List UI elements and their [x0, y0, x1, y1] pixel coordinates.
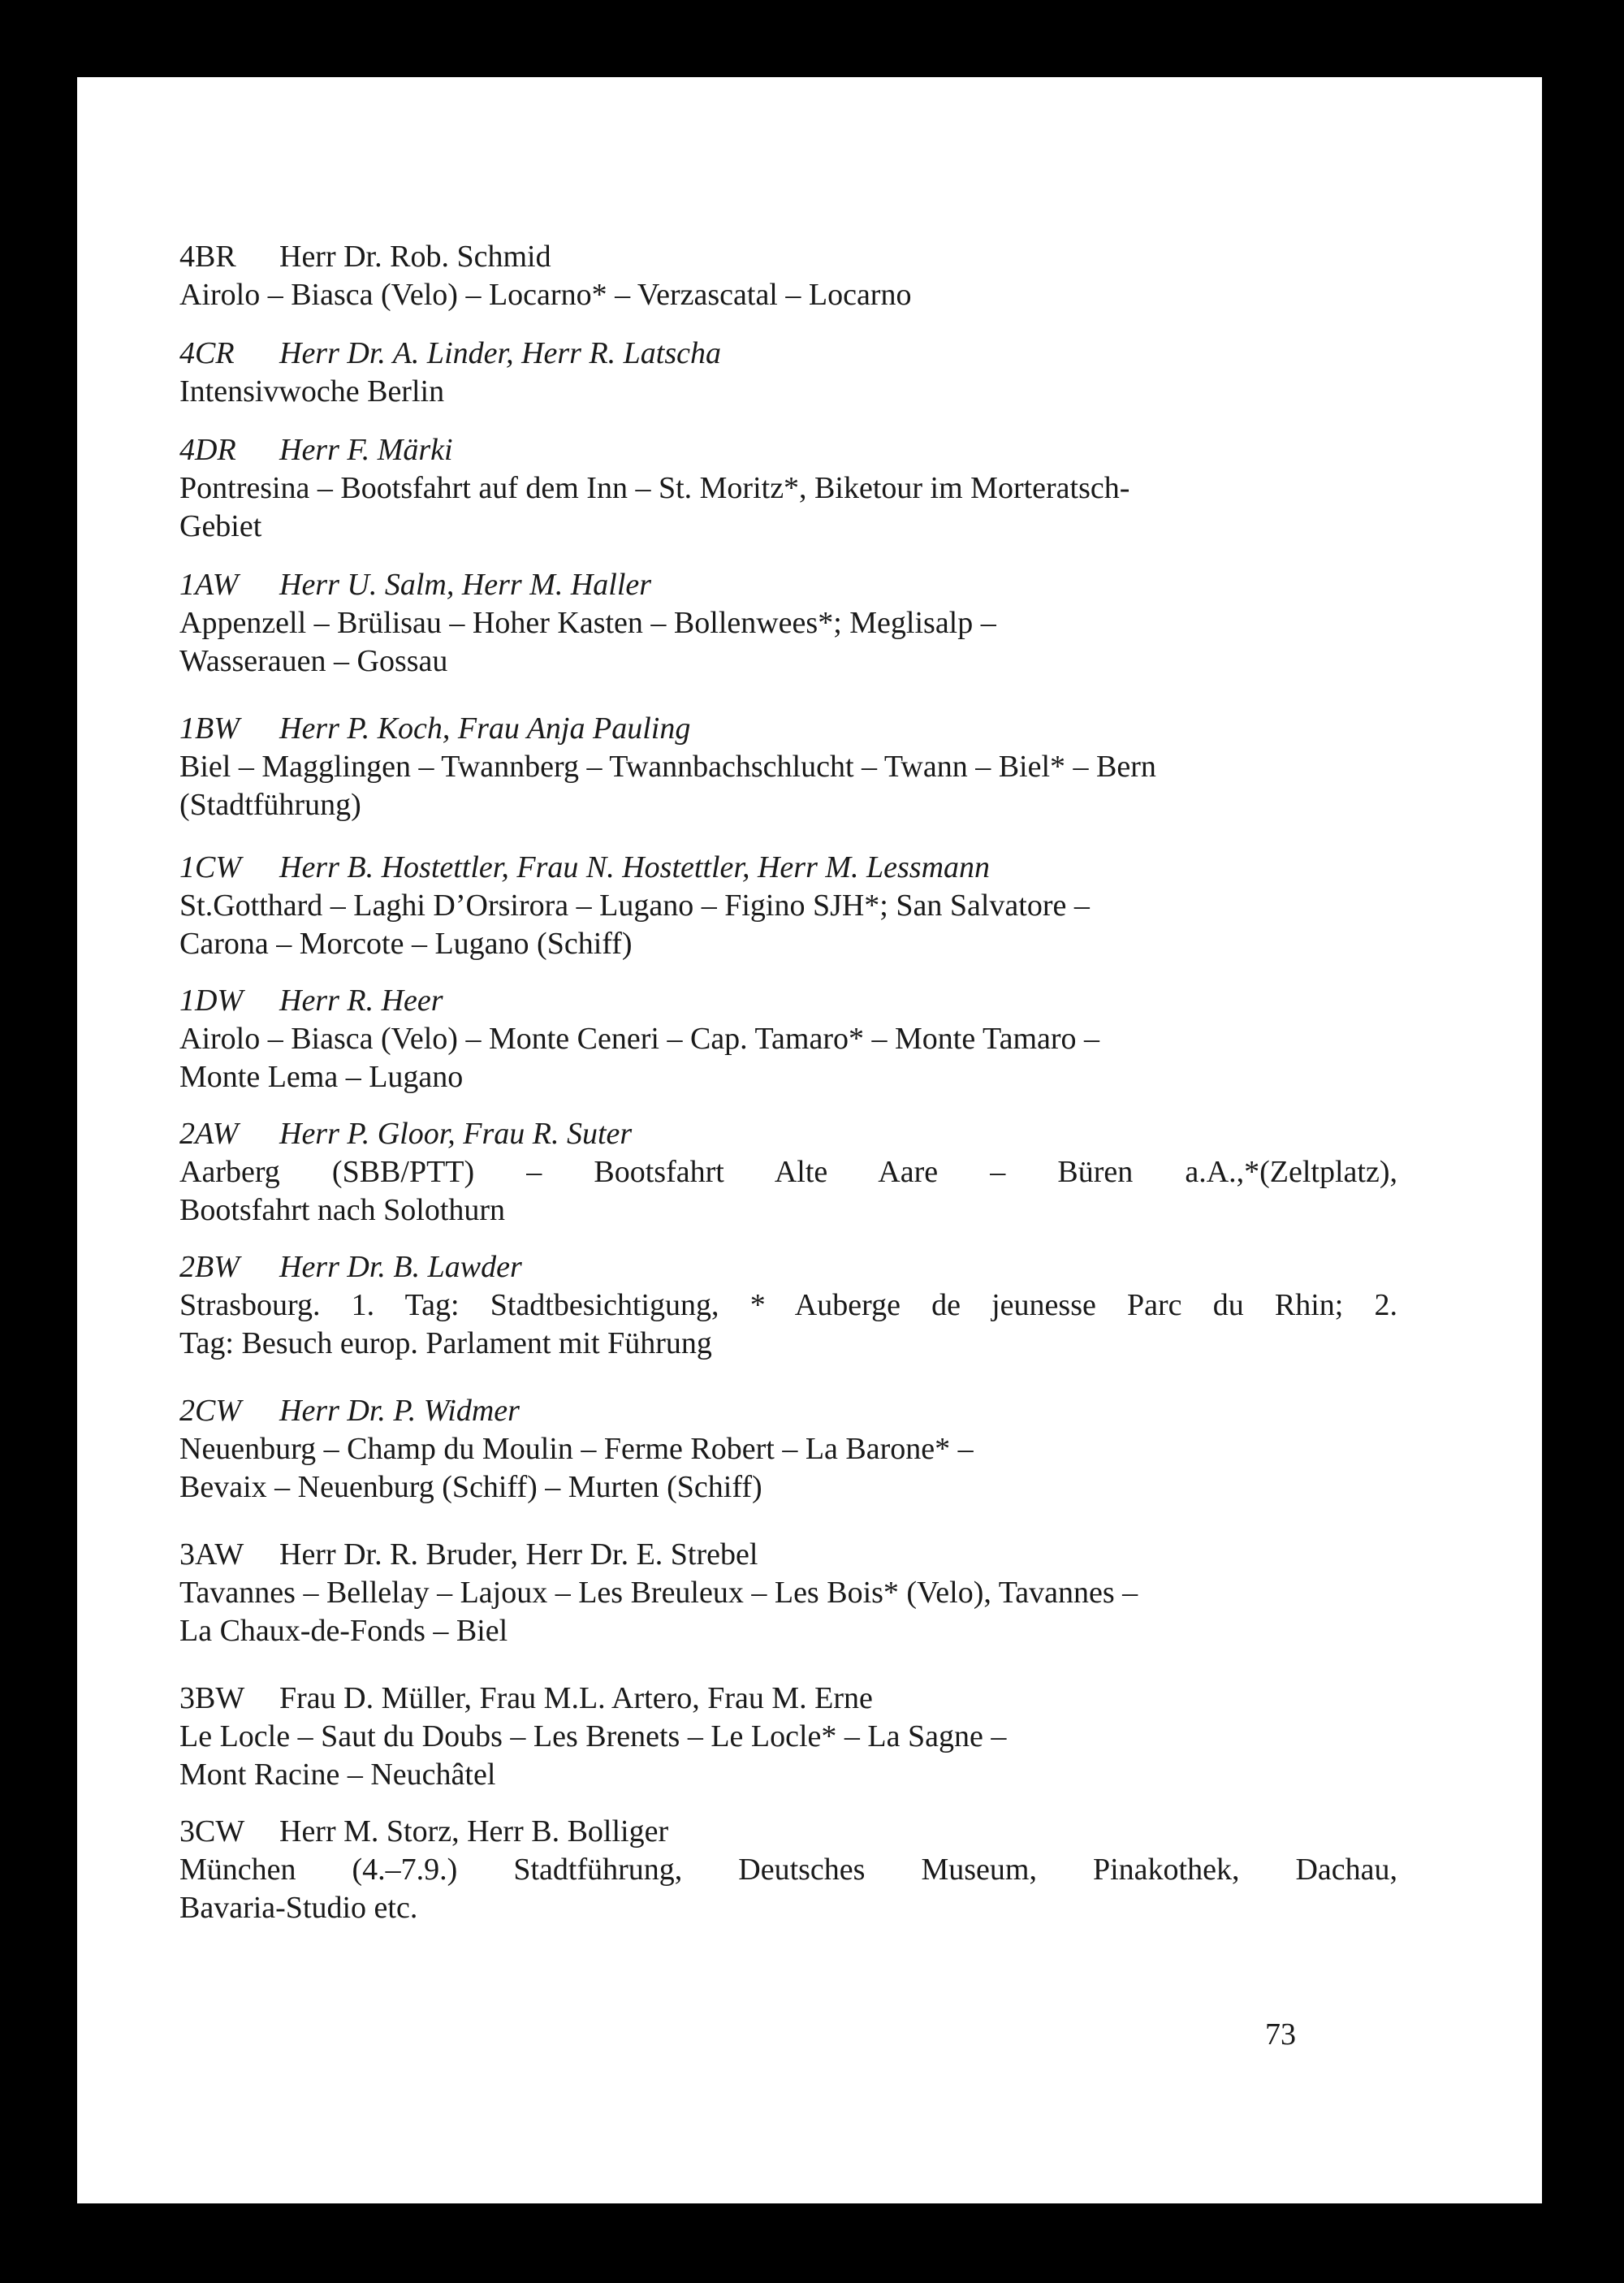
- route-line: Pontresina – Bootsfahrt auf dem Inn – St. Moritz*, Biketour im Morteratsch-: [179, 471, 1130, 505]
- route-line: Airolo – Biasca (Velo) – Locarno* – Verzascatal – Locarno: [179, 278, 912, 312]
- excursion-entry-3cw: [179, 1813, 1397, 1927]
- class-code: 2AW: [179, 1117, 239, 1151]
- route-line: St.Gotthard – Laghi D’Orsirora – Lugano – Figino SJH*; San Salvatore –: [179, 889, 1090, 923]
- entry-heading: [179, 982, 1397, 1020]
- excursion-entry-4dr: [179, 431, 1397, 546]
- excursion-entry-4br: [179, 238, 1397, 314]
- entry-heading: [179, 1813, 1397, 1851]
- route-line: Bevaix – Neuenburg (Schiff) – Murten (Schiff): [179, 1470, 762, 1504]
- route-line: Aarberg (SBB/PTT) – Bootsfahrt Alte Aare – Büren a.A.,*(Zeltplatz),: [179, 1155, 1397, 1189]
- route-line: Biel – Magglingen – Twannberg – Twannbachschlucht – Twann – Biel* – Bern: [179, 750, 1156, 784]
- class-code: 1CW: [179, 850, 241, 884]
- leaders: Herr B. Hostettler, Frau N. Hostettler, Herr M. Lessmann: [279, 850, 991, 884]
- class-code: 1DW: [179, 984, 244, 1018]
- route-line: Mont Racine – Neuchâtel: [179, 1758, 496, 1792]
- leaders: Herr Dr. Rob. Schmid: [279, 240, 551, 274]
- page-number: 73: [1265, 2017, 1296, 2052]
- entry-heading: [179, 1115, 1397, 1153]
- excursion-entry-1cw: [179, 849, 1397, 963]
- route-line: Monte Lema – Lugano: [179, 1060, 464, 1094]
- leaders: Herr Dr. P. Widmer: [279, 1394, 520, 1428]
- class-code: 4DR: [179, 433, 236, 467]
- route-line: Wasserauen – Gossau: [179, 644, 448, 678]
- excursion-entry-1dw: [179, 982, 1397, 1096]
- class-code: 4BR: [179, 240, 236, 274]
- route-line: Intensivwoche Berlin: [179, 374, 445, 409]
- route-line: Le Locle – Saut du Doubs – Les Brenets – Le Locle* – La Sagne –: [179, 1719, 1007, 1753]
- entry-heading: [179, 1536, 1397, 1574]
- leaders: Herr Dr. B. Lawder: [279, 1250, 522, 1284]
- leaders: Frau D. Müller, Frau M.L. Artero, Frau M. Erne: [279, 1681, 873, 1715]
- entry-heading: [179, 1392, 1397, 1430]
- leaders: Herr R. Heer: [279, 984, 443, 1018]
- leaders: Herr F. Märki: [279, 433, 453, 467]
- excursion-list: [179, 238, 1397, 1927]
- route-line: Carona – Morcote – Lugano (Schiff): [179, 927, 633, 961]
- entry-heading: [179, 710, 1397, 748]
- leaders: Herr M. Storz, Herr B. Bolliger: [279, 1814, 669, 1848]
- excursion-entry-3bw: [179, 1680, 1397, 1794]
- class-code: 4CR: [179, 336, 235, 370]
- excursion-entry-1bw: [179, 710, 1397, 824]
- route-line: Bavaria-Studio etc.: [179, 1891, 418, 1925]
- excursion-entry-1aw: [179, 566, 1397, 681]
- route-line: Tavannes – Bellelay – Lajoux – Les Breuleux – Les Bois* (Velo), Tavannes –: [179, 1576, 1138, 1610]
- route-line: La Chaux-de-Fonds – Biel: [179, 1614, 508, 1648]
- entry-heading: [179, 1680, 1397, 1718]
- document-page: [77, 77, 1542, 2203]
- excursion-entry-2bw: [179, 1248, 1397, 1363]
- class-code: 2CW: [179, 1394, 241, 1428]
- entry-heading: [179, 1248, 1397, 1286]
- class-code: 2BW: [179, 1250, 240, 1284]
- entry-heading: [179, 238, 1397, 276]
- route-line: Gebiet: [179, 509, 262, 543]
- route-line: Airolo – Biasca (Velo) – Monte Ceneri – Cap. Tamaro* – Monte Tamaro –: [179, 1022, 1100, 1056]
- leaders: Herr P. Gloor, Frau R. Suter: [279, 1117, 633, 1151]
- class-code: 1AW: [179, 568, 239, 602]
- entry-heading: [179, 849, 1397, 887]
- entry-heading: [179, 566, 1397, 604]
- route-line: Tag: Besuch europ. Parlament mit Führung: [179, 1326, 712, 1360]
- route-line: Strasbourg. 1. Tag: Stadtbesichtigung, * Auberge de jeunesse Parc du Rhin; 2.: [179, 1288, 1397, 1322]
- route-line: München (4.–7.9.) Stadtführung, Deutsches Museum, Pinakothek, Dachau,: [179, 1853, 1397, 1887]
- excursion-entry-2cw: [179, 1392, 1397, 1507]
- route-line: Bootsfahrt nach Solothurn: [179, 1193, 506, 1227]
- entry-heading: [179, 431, 1397, 469]
- class-code: 1BW: [179, 711, 240, 746]
- excursion-entry-4cr: [179, 335, 1397, 411]
- class-code: 3AW: [179, 1537, 244, 1572]
- excursion-entry-3aw: [179, 1536, 1397, 1650]
- leaders: Herr P. Koch, Frau Anja Pauling: [279, 711, 691, 746]
- leaders: Herr U. Salm, Herr M. Haller: [279, 568, 652, 602]
- excursion-entry-2aw: [179, 1115, 1397, 1230]
- entry-heading: [179, 335, 1397, 373]
- class-code: 3CW: [179, 1814, 245, 1848]
- route-line: Neuenburg – Champ du Moulin – Ferme Robert – La Barone* –: [179, 1432, 974, 1466]
- leaders: Herr Dr. A. Linder, Herr R. Latscha: [279, 336, 722, 370]
- route-line: (Stadtführung): [179, 788, 361, 822]
- leaders: Herr Dr. R. Bruder, Herr Dr. E. Strebel: [279, 1537, 758, 1572]
- route-line: Appenzell – Brülisau – Hoher Kasten – Bollenwees*; Meglisalp –: [179, 606, 996, 640]
- class-code: 3BW: [179, 1681, 245, 1715]
